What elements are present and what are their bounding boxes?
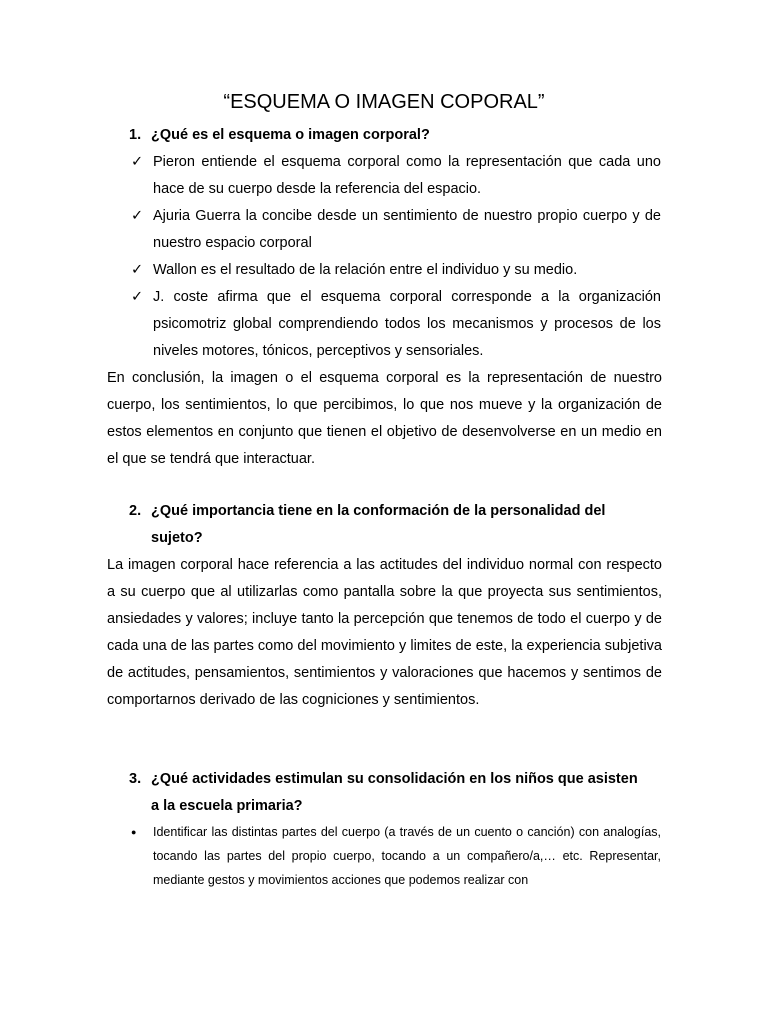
question-text-continued: sujeto? — [151, 530, 203, 546]
question-3 — [129, 766, 638, 820]
question-number: 2. — [129, 503, 142, 519]
question-number: 3. — [129, 771, 142, 787]
check-item-coste — [131, 284, 661, 365]
check-item-ajuria — [131, 203, 661, 257]
bullet-item-text: Identificar las distintas partes del cuerpo (a través de un cuento o canción) con analogías, tocando las partes del propio cuerpo, tocando a un compañero/a,… etc. Representar, mediante gestos y movimientos acciones que podemos realizar con — [153, 825, 661, 887]
check-icon: ✓ — [131, 208, 144, 224]
bullet-item-activities — [131, 820, 661, 892]
check-item-wallon — [131, 257, 661, 284]
check-icon: ✓ — [131, 262, 144, 278]
importance-paragraph: La imagen corporal hace referencia a las actitudes del individuo normal con respecto a su cuerpo que al utilizarlas como pantalla sobre la que proyecta sus sentimientos, ansiedades y valores; incluye tanto la percepción que tenemos de todo el cuerpo y de cada una de las partes como del movimiento y limites de este, la experiencia subjetiva de actitudes, pensamientos, sentimientos y valoraciones que hacemos y sentimos de comportarnos derivado de las cogniciones y sentimientos. — [107, 557, 662, 708]
question-text: ¿Qué actividades estimulan su consolidación en los niños que asisten — [151, 771, 638, 787]
check-item-pieron — [131, 149, 661, 203]
check-icon: ✓ — [131, 289, 144, 305]
conclusion-paragraph: En conclusión, la imagen o el esquema corporal es la representación de nuestro cuerpo, los sentimientos, lo que percibimos, lo que nos mueve y la organización de estos elementos en conjunto que tienen el objetivo de desenvolverse en un medio en el que se tendrá que interactuar. — [107, 370, 662, 467]
question-number: 1. — [129, 127, 142, 143]
check-item-text: Wallon es el resultado de la relación entre el individuo y su medio. — [153, 262, 578, 278]
check-item-text: Ajuria Guerra la concibe desde un sentimiento de nuestro propio cuerpo y de nuestro espacio corporal — [153, 208, 661, 251]
bullet-icon: ● — [131, 827, 137, 837]
check-item-text: J. coste afirma que el esquema corporal corresponde a la organización psicomotriz global comprendiendo todos los mecanismos y procesos de los niveles motores, tónicos, perceptivos y sensoriales. — [153, 289, 661, 359]
question-1 — [129, 122, 430, 149]
check-icon: ✓ — [131, 154, 144, 170]
question-text: ¿Qué es el esquema o imagen corporal? — [151, 127, 430, 143]
question-2 — [129, 498, 605, 552]
document-title: “ESQUEMA O IMAGEN COPORAL” — [223, 91, 545, 113]
check-item-text: Pieron entiende el esquema corporal como la representación que cada uno hace de su cuerpo desde la referencia del espacio. — [153, 154, 661, 197]
question-text: ¿Qué importancia tiene en la conformación de la personalidad del — [151, 503, 606, 519]
question-text-continued: a la escuela primaria? — [151, 798, 303, 814]
